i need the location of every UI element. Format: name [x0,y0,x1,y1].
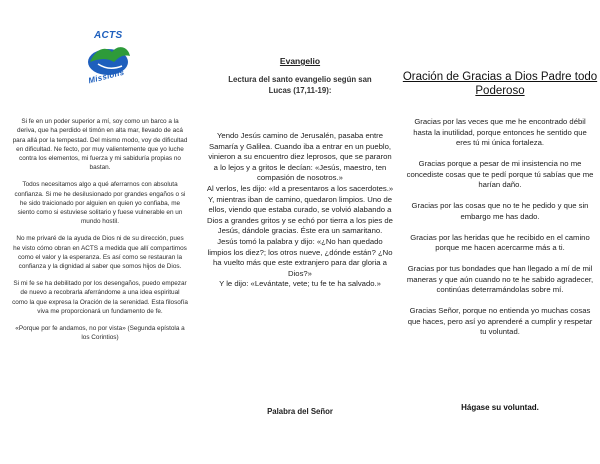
logo-text-top: ACTS [94,30,123,41]
left-paragraph: Si mi fe se ha debilitado por los desengaños, puedo empezar de nuevo a recobrarla aferrándome a una idea espiritual como la que expresa la Oración de la serenidad. Esta filosofía viva me proporcionará un fundamento de fe. [12,279,188,315]
prayer-closing: Hágase su voluntad. [461,403,539,412]
left-paragraph: Todos necesitamos algo a qué aferrarnos con absoluta confianza. Si me he desilusionado por grandes engaños o si he sido traicionado por alguien en quien yo confiaba, me siento como si estuviese solitario y fuese vulnerable en un mundo hostil. [14,181,186,226]
prayer-paragraph: Gracias porque a pesar de mi insistencia no me concediste cosas que te pedí porque tú sabías que me harían daño. [406,159,594,189]
logo-text-bottom: Missions [87,67,126,86]
prayer-paragraph: Gracias por las heridas que he recibido en el camino porque me hacen acercarme más a ti. [410,232,590,252]
left-paragraph: Si fe en un poder superior a mí, soy como un barco a la deriva, que ha perdido el timón en alta mar, llevado de acá para allá por la tempestad. Del mismo modo, voy de dificultad en dificultad. Ne fecto, por muy valientemente que yo luche contra los elementos, mi fuerza y mi sabiduría propias no bastan. [12,118,188,172]
gospel-footer: Palabra del Señor [267,407,333,416]
prayer-text [406,117,594,348]
prayer-title: Oración de Gracias a Dios Padre todo Poderoso [402,71,598,97]
prayer-paragraph: Gracias por tus bondades que han llegado a mí de mil maneras y que aún cuando no te he sabido agradecer, continúas deterramándolas sobre mí. [406,264,594,294]
prayer-paragraph: Gracias por las cosas que no te he pedido y que sin embargo me has dado. [411,201,589,221]
left-paragraph: No me privaré de la ayuda de Dios ni de su dirección, pues he visto cómo obran en ACTS a medida que allí compartimos como el valor y la esperanza. Es así como se restauran la confianza y la dignidad al saber que somos hijos de Dios. [13,235,187,271]
left-quote: «Porque por fe andamos, no por vista» (Segunda epístola a los Corintios) [15,324,185,341]
gospel-reference: Lectura del santo evangelio según san Lucas (17,11-19): [228,75,372,95]
prayer-paragraph: Gracias por las veces que me he encontrado débil hasta la inutilidad, porque entonces he sentido que eres tú mi única fortaleza. [413,117,587,147]
gospel-title: Evangelio [279,56,321,66]
gospel-text: Yendo Jesús camino de Jerusalén, pasaba entre Samaría y Galilea. Cuando iba a entrar en un pueblo, vinieron a su encuentro diez leprosos, que se pararon a lo lejos y a gritos le decían: «Jesús, maestro, ten compasión de nosotros.» Al verlos, les dijo: «Id a presentaros a los sacerdotes.» Y, mientras iban de camino, quedaron limpios. Uno de ellos, viendo que estaba curado, se volvió alabando a Dios a grandes gritos y se echó por tierra a los pies de Jesús, dándole gracias. Éste era un samaritano. Jesús tomó la palabra y dijo: «¿No han quedado limpios los diez?; los otros nueve, ¿dónde están? ¿No ha vuelto más que este extranjero para dar gloria a Dios?» Y le dijo: «Levántate, vete; tu fe te ha salvado.» [206,131,394,289]
left-reflection-text [12,117,188,350]
prayer-paragraph: Gracias Señor, porque no entienda yo muchas cosas que haces, pero así yo aprenderé a cumplir y respetar tu voluntad. [407,306,593,336]
